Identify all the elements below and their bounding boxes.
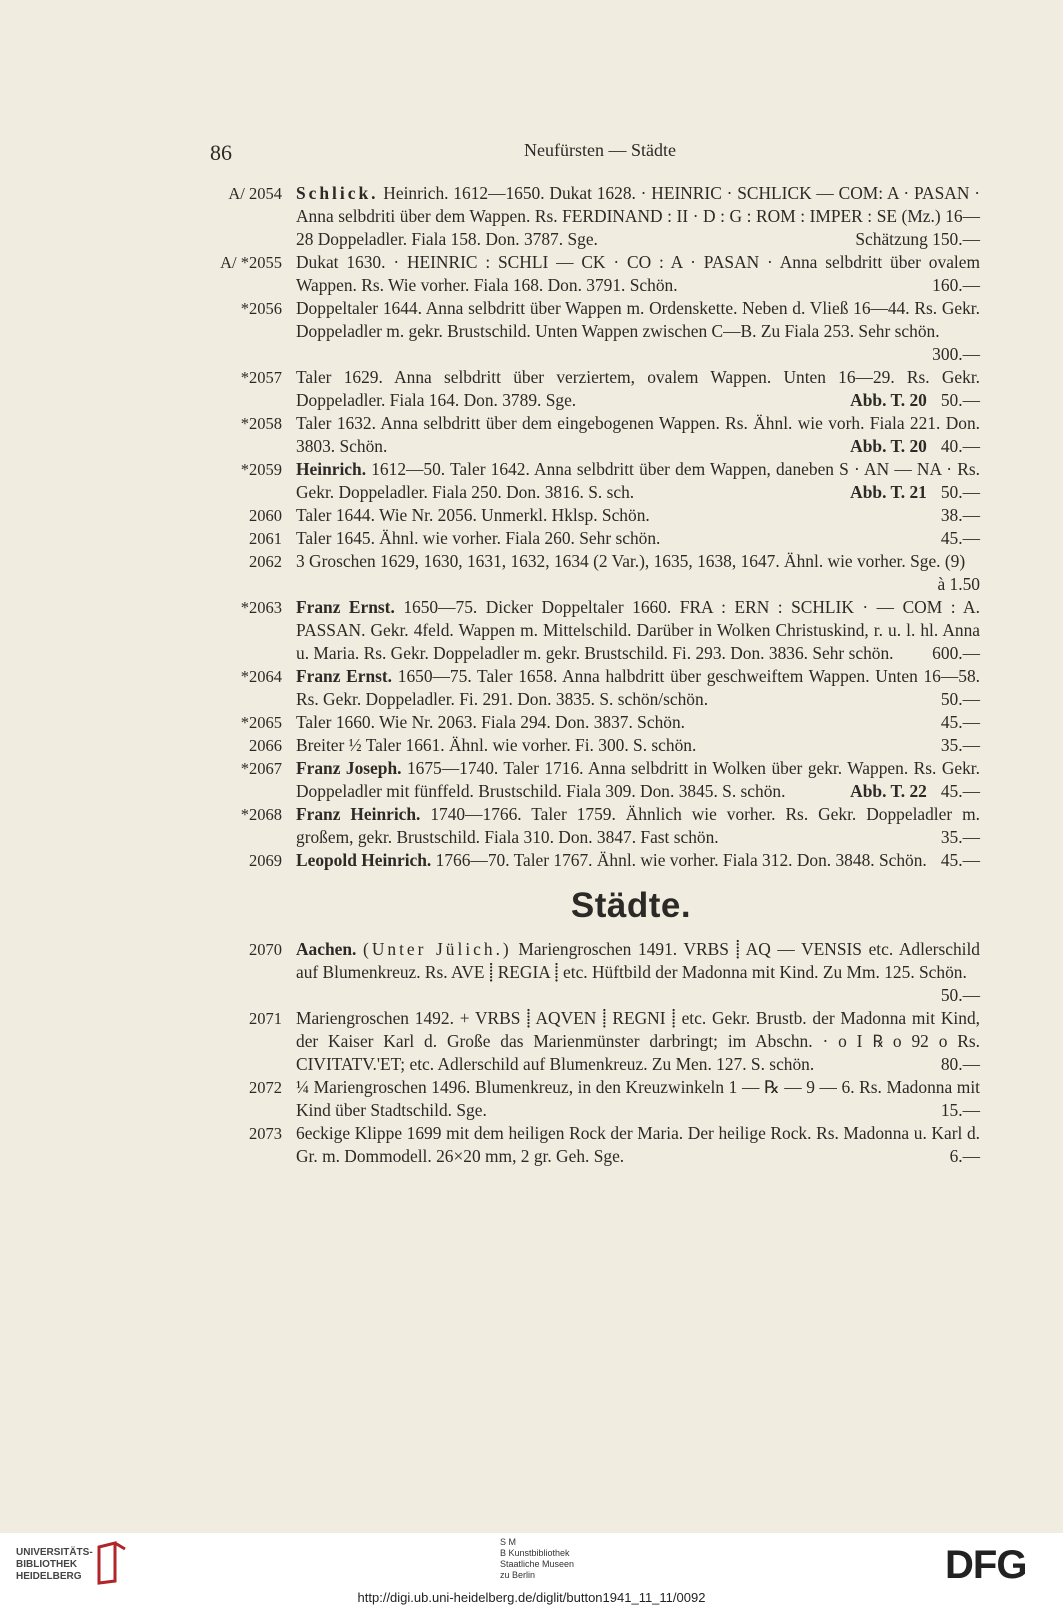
entry-number: *2058 <box>240 414 282 433</box>
entry-description: Doppeltaler 1644. Anna selbdritt über Wappen m. Ordenskette. Neben d. Vließ 16—44. Rs. Gekr. Doppeladler m. gekr. Brustschild. Unten Wappen zwischen C—B. Zu Fiala 253. Sehr schön. <box>296 298 980 341</box>
running-head: Neufürsten — Städte <box>524 140 676 160</box>
entry-description: Breiter ½ Taler 1661. Ähnl. wie vorher. Fi. 300. S. schön. <box>296 735 697 755</box>
entry-text <box>296 251 980 297</box>
entry-description: Taler 1660. Wie Nr. 2063. Fiala 294. Don. 3837. Schön. <box>296 712 686 732</box>
price-value: 35.— <box>940 827 980 847</box>
entry-name: Franz Joseph. <box>296 758 402 778</box>
entry-price <box>929 504 980 527</box>
entry-number: *2064 <box>240 667 282 686</box>
entry-text <box>296 1007 980 1076</box>
catalog-entry <box>190 366 980 412</box>
entry-text <box>296 1076 980 1122</box>
plate-reference: Abb. T. 22 <box>850 781 927 801</box>
entry-text <box>296 803 980 849</box>
catalog-entry <box>190 734 980 757</box>
entry-number: 2061 <box>249 529 282 548</box>
entry-description: Mariengroschen 1491. VRBS ⸽ AQ — VENSIS etc. Adlerschild auf Blumenkreuz. Rs. AVE ⸽ REGIA ⸽ etc. Hüftbild der Madonna mit Kind. Zu Mm. 125. Schön. <box>296 939 980 982</box>
entry-price <box>920 274 980 297</box>
entry-number: *2057 <box>240 368 282 387</box>
entry-number: *2063 <box>240 598 282 617</box>
catalog-entry <box>190 1122 980 1168</box>
entry-price <box>938 1145 980 1168</box>
price-value: 160.— <box>932 275 980 295</box>
entry-price <box>929 711 980 734</box>
catalog-entry <box>190 1007 980 1076</box>
entry-price <box>929 984 980 1007</box>
catalog-entry <box>190 757 980 803</box>
entry-number: *2068 <box>240 805 282 824</box>
price-value: 50.— <box>940 689 980 709</box>
entry-description: Taler 1644. Wie Nr. 2056. Unmerkl. Hklsp. Schön. <box>296 505 650 525</box>
plate-reference: Abb. T. 21 <box>850 482 927 502</box>
catalog-entry <box>190 412 980 458</box>
entry-price <box>843 228 980 251</box>
price-value: 45.— <box>940 850 980 870</box>
entry-text <box>296 366 980 412</box>
entry-number: *2067 <box>240 759 282 778</box>
entry-price <box>929 849 980 872</box>
entry-name: Franz Heinrich. <box>296 804 421 824</box>
entry-description: 1675—1740. Taler 1716. Anna selbdritt in Wolken über gekr. Wappen. Rs. Gekr. Doppeladler mit fünffeld. Brustschild. Fiala 309. Don. 3845. S. schön. <box>296 758 980 801</box>
entry-number: 2070 <box>249 940 282 959</box>
entry-text <box>296 596 980 665</box>
entry-text <box>296 757 980 803</box>
ub-heidelberg-logo[interactable]: UNIVERSITÄTS- BIBLIOTHEK HEIDELBERG <box>16 1547 93 1582</box>
section-title: Städte. <box>570 886 692 925</box>
entry-name: Leopold Heinrich. <box>296 850 432 870</box>
entry-description: 3 Groschen 1629, 1630, 1631, 1632, 1634 (2 Var.), 1635, 1638, 1647. Ähnl. wie vorher. Sge. (9) <box>296 551 966 571</box>
price-value: 50.— <box>940 390 980 410</box>
entry-name: Franz Ernst. <box>296 597 395 617</box>
entry-price <box>920 343 980 366</box>
entry-description: 1766—70. Taler 1767. Ähnl. wie vorher. Fiala 312. Don. 3848. Schön. <box>435 850 927 870</box>
entry-subtitle: (Unter Jülich.) <box>363 939 512 959</box>
price-value: 45.— <box>940 781 980 801</box>
entry-price <box>838 780 980 803</box>
entry-name: Franz Ernst. <box>296 666 393 686</box>
footer-bar <box>0 1533 1063 1607</box>
catalog-entry <box>190 1076 980 1122</box>
price-value: 600.— <box>932 643 980 663</box>
catalog-entries <box>190 182 980 1168</box>
entry-price <box>838 481 980 504</box>
entry-price <box>925 573 980 596</box>
entry-number: A/ *2055 <box>220 253 282 272</box>
entry-number: A/ 2054 <box>228 184 282 203</box>
catalog-entry <box>190 711 980 734</box>
entry-number: 2062 <box>249 552 282 571</box>
entry-text <box>296 412 980 458</box>
entry-price <box>838 389 980 412</box>
entry-price <box>929 734 980 757</box>
entry-price <box>929 688 980 711</box>
catalog-entry <box>190 458 980 504</box>
entry-number: *2059 <box>240 460 282 479</box>
catalog-entry <box>190 504 980 527</box>
entry-description: 6eckige Klippe 1699 mit dem heiligen Rock der Maria. Der heilige Rock. Rs. Madonna u. Karl d. Gr. m. Dommodell. 26×20 mm, 2 gr. Geh. Sge. <box>296 1123 980 1166</box>
entry-price <box>929 826 980 849</box>
price-value: 45.— <box>940 712 980 732</box>
catalog-entry <box>190 297 980 366</box>
ub-mark-icon <box>95 1541 127 1585</box>
price-value: 50.— <box>940 482 980 502</box>
entry-price <box>838 435 980 458</box>
price-value: 45.— <box>940 528 980 548</box>
entry-text <box>296 297 980 366</box>
entry-name: Schlick. <box>296 183 379 203</box>
entry-description: ¼ Mariengroschen 1496. Blumenkreuz, in den Kreuzwinkeln 1 — ℞ — 9 — 6. Rs. Madonna mit Kind über Stadtschild. Sge. <box>296 1077 980 1120</box>
page-number: 86 <box>210 140 232 165</box>
entry-number: 2072 <box>249 1078 282 1097</box>
entry-description: 1650—75. Dicker Doppeltaler 1660. FRA : ERN : SCHLIK · — COM : A. PASSAN. Gekr. 4feld. Wappen m. Mittelschild. Darüber in Wolken Christuskind, r. u. l. hl. Anna u. Maria. Rs. Gekr. Doppeladler m. gekr. Brustschild. Fi. 293. Don. 3836. Sehr schön. <box>296 597 980 663</box>
entry-price <box>920 642 980 665</box>
entry-number: 2066 <box>249 736 282 755</box>
entry-price <box>929 1099 980 1122</box>
entry-description: 1650—75. Taler 1658. Anna halbdritt über geschweiftem Wappen. Unten 16—58. Rs. Gekr. Doppeladler. Fi. 291. Don. 3835. S. schön/schön. <box>296 666 980 709</box>
permalink-url[interactable]: http://digi.ub.uni-heidelberg.de/diglit/button1941_11_11/0092 <box>357 1590 706 1605</box>
price-value: 38.— <box>940 505 980 525</box>
catalog-entry <box>190 849 980 872</box>
price-value: 6.— <box>949 1146 980 1166</box>
entry-text <box>296 504 980 527</box>
entry-text <box>296 182 980 251</box>
neufuersten-list <box>190 182 980 872</box>
entry-number: 2060 <box>249 506 282 525</box>
entry-number: 2073 <box>249 1124 282 1143</box>
entry-price <box>929 527 980 550</box>
dfg-logo[interactable]: DFG <box>945 1543 1027 1587</box>
entry-name: Aachen. <box>296 939 357 959</box>
catalog-entry <box>190 182 980 251</box>
smb-logo[interactable]: S M B Kunstbibliothek Staatliche Museen zu Berlin <box>500 1537 575 1580</box>
price-value: 300.— <box>932 344 980 364</box>
entry-number: *2056 <box>240 299 282 318</box>
entry-text <box>296 938 980 1007</box>
entry-price <box>929 1053 980 1076</box>
price-value: 35.— <box>940 735 980 755</box>
entry-description: Mariengroschen 1492. + VRBS ⸽ AQVEN ⸽ REGNI ⸽ etc. Gekr. Brustb. der Madonna mit Kind, der Kaiser Karl d. Große das Marienmünster darbringt; im Abschn. · o I ℞ o 92 o Rs. CIVITATV.'ET; etc. Adlerschild auf Blumenkreuz. Zu Men. 127. S. schön. <box>296 1008 980 1074</box>
catalog-entry <box>190 803 980 849</box>
price-value: 40.— <box>940 436 980 456</box>
entry-text <box>296 550 980 596</box>
entry-description: 1612—50. Taler 1642. Anna selbdritt über dem Wappen, daneben S · AN — NA · Rs. Gekr. Doppeladler. Fiala 250. Don. 3816. S. sch. <box>296 459 980 502</box>
entry-text <box>296 527 980 550</box>
plate-reference: Abb. T. 20 <box>850 436 927 456</box>
entry-name: Heinrich. <box>296 459 367 479</box>
entry-number: *2065 <box>240 713 282 732</box>
catalog-entry <box>190 665 980 711</box>
entry-number: 2071 <box>249 1009 282 1028</box>
entry-description: Taler 1645. Ähnl. wie vorher. Fiala 260. Sehr schön. <box>296 528 661 548</box>
price-value: à 1.50 <box>937 574 980 594</box>
price-value: 50.— <box>940 985 980 1005</box>
entry-description: 1740—1766. Taler 1759. Ähnlich wie vorher. Rs. Gekr. Doppeladler m. großem, gekr. Brustschild. Fiala 310. Don. 3847. Fast schön. <box>296 804 980 847</box>
entry-text <box>296 711 980 734</box>
catalog-entry <box>190 596 980 665</box>
price-value: Schätzung 150.— <box>855 229 980 249</box>
entry-text <box>296 734 980 757</box>
plate-reference: Abb. T. 20 <box>850 390 927 410</box>
entry-text <box>296 1122 980 1168</box>
price-value: 80.— <box>940 1054 980 1074</box>
entry-number: 2069 <box>249 851 282 870</box>
catalog-entry <box>190 527 980 550</box>
entry-text <box>296 849 980 872</box>
entry-description: Taler 1629. Anna selbdritt über verziertem, ovalem Wappen. Unten 16—29. Rs. Gekr. Doppeladler. Fiala 164. Don. 3789. Sge. <box>296 367 980 410</box>
catalog-entry <box>190 550 980 596</box>
entry-description: Heinrich. 1612—1650. Dukat 1628. · HEINRIC · SCHLICK — COM: A · PASAN · Anna selbdriti über dem Wappen. Rs. FERDINAND : II · D : G : ROM : IMPER : SE (Mz.) 16—28 Doppeladler. Fiala 158. Don. 3787. Sge. <box>296 183 980 249</box>
entry-text <box>296 458 980 504</box>
catalog-entry <box>190 938 980 1007</box>
catalog-entry <box>190 251 980 297</box>
staedte-list <box>190 938 980 1168</box>
price-value: 15.— <box>940 1100 980 1120</box>
entry-text <box>296 665 980 711</box>
entry-description: Taler 1632. Anna selbdritt über dem eingebogenen Wappen. Rs. Ähnl. wie vorh. Fiala 221. Don. 3803. Schön. <box>296 413 980 456</box>
entry-description: Dukat 1630. · HEINRIC : SCHLI — CK · CO : A · PASAN · Anna selbdritt über ovalem Wappen. Rs. Wie vorher. Fiala 168. Don. 3791. Schön. <box>296 252 980 295</box>
